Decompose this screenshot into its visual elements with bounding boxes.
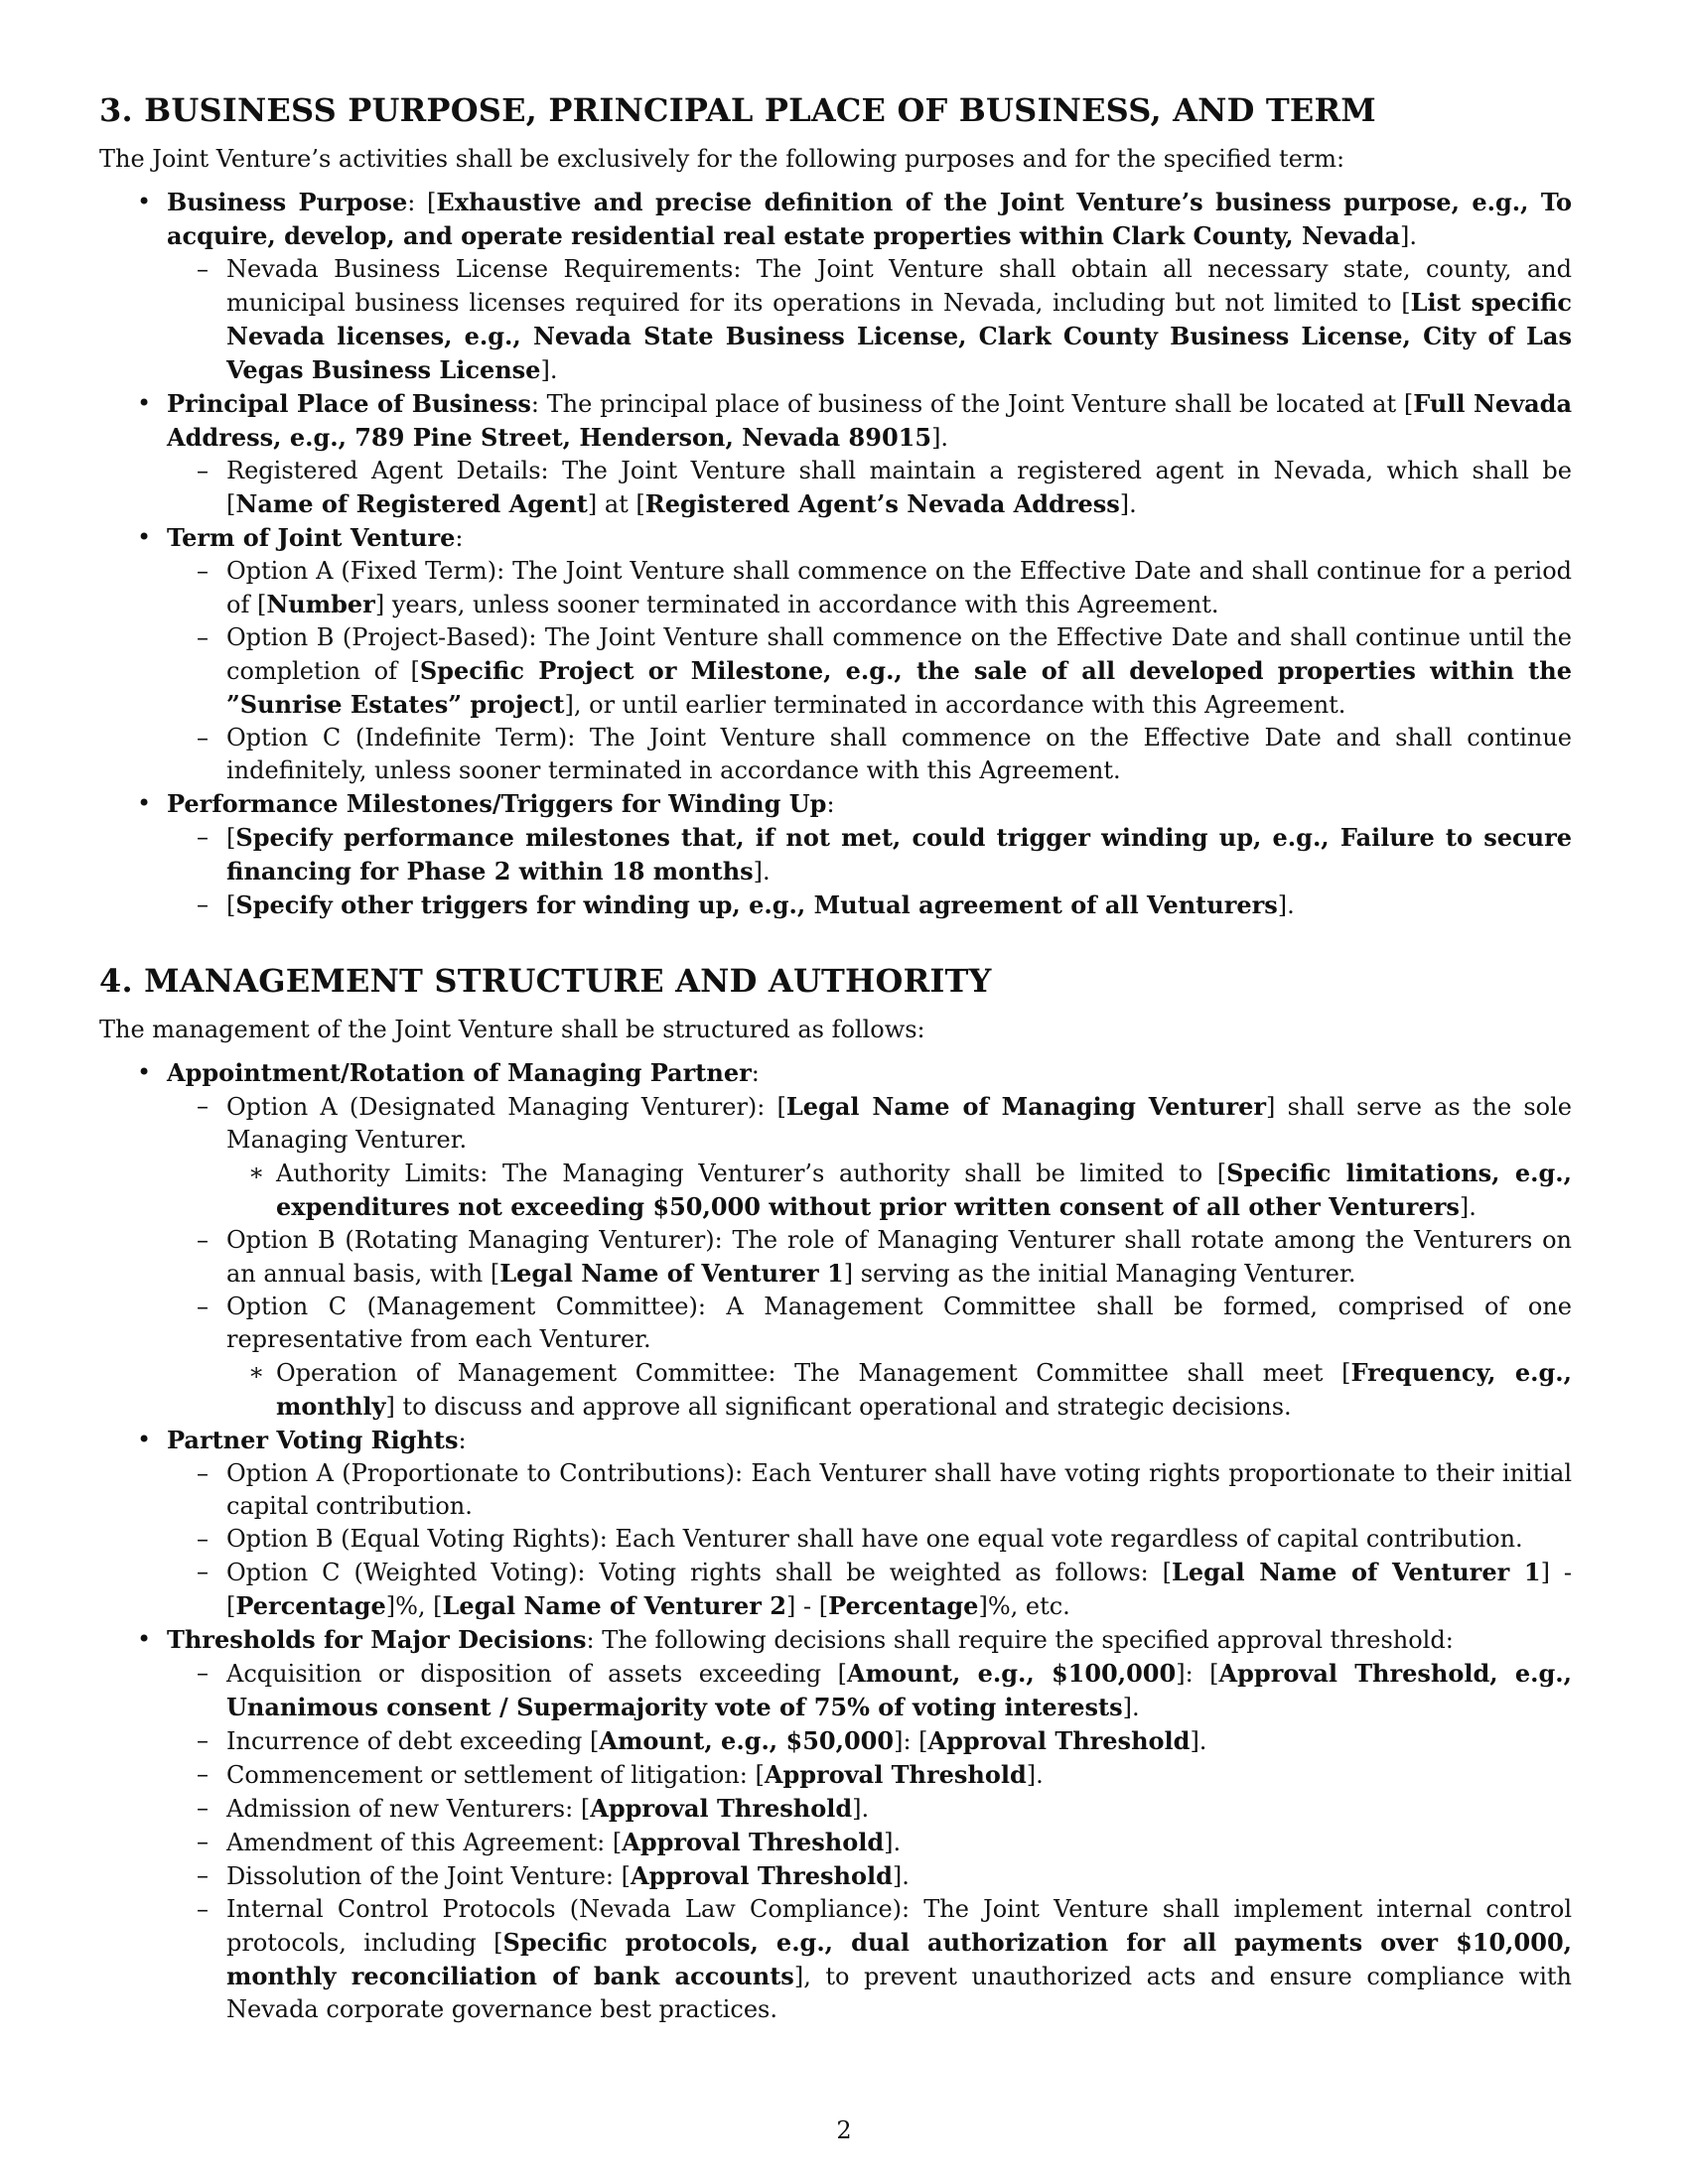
- term-option-b: – Option B (Project-Based): The Joint Venture shall commence on the Effective Date and shall continue until the completion of [Specific Project or Milestone, e.g., the sale of all developed properties within the ”Sunrise Estates” project], or until earlier terminated in accordance with this Agreement.: [226, 621, 1572, 722]
- license-requirements-item: – Nevada Business License Requirements: The Joint Venture shall obtain all necessary state, county, and municipal business licenses required for its operations in Nevada, including but not limited to [List specific Nevada licenses, e.g., Nevada State Business License, Clark County Business License, City of Las Vegas Business License].: [226, 253, 1572, 387]
- term-item: • Term of Joint Venture: – Option A (Fixed Term): The Joint Venture shall commence on the Effective Date and shall continue for a period of [Number] years, unless sooner terminated in accordance with this Agreement. – Option B (Project-Based): The Joint Venture shall commence on the Effective Date and shall continue until the completion of [Specific Project or Milestone, e.g., the sale of all developed properties within the ”Sunrise Estates” project], or until earlier terminated in accordance with this Agreement. – Option C (Indefinite Term): The Joint Venture shall commence on the Effective Date and shall continue indefinitely, unless sooner terminated in accordance with this Agreement.: [167, 521, 1572, 787]
- voting-option-a: – Option A (Proportionate to Contributions): Each Venturer shall have voting rights proportionate to their initial capital contribution.: [226, 1457, 1572, 1523]
- management-option-a: – Option A (Designated Managing Venturer): [Legal Name of Managing Venturer] shall serve as the sole Managing Venturer. ∗ Authority Limits: The Managing Venturer’s authority shall be limited to [Specific limitations, e.g., expenditures not exceeding $50,000 without prior written consent of all other Venturers].: [226, 1090, 1572, 1224]
- performance-milestones-item: • Performance Milestones/Triggers for Winding Up: – [Specify performance milestones that, if not met, could trigger winding up, e.g., Failure to secure financing for Phase 2 within 18 months]. – [Specify other triggers for winding up, e.g., Mutual agreement of all Venturers].: [167, 787, 1572, 922]
- milestone-trigger-1: – [Specify performance milestones that, if not met, could trigger winding up, e.g., Failure to secure financing for Phase 2 within 18 months].: [226, 821, 1572, 888]
- internal-control-protocols: – Internal Control Protocols (Nevada Law Compliance): The Joint Venture shall implement internal control protocols, including [Specific protocols, e.g., dual authorization for all payments over $10,000, monthly reconciliation of bank accounts], to prevent unauthorized acts and ensure compliance with Nevada corporate governance best practices.: [226, 1893, 1572, 2026]
- threshold-litigation: – Commencement or settlement of litigation: [Approval Threshold].: [226, 1758, 1572, 1792]
- management-option-b: – Option B (Rotating Managing Venturer): The role of Managing Venturer shall rotate among the Venturers on an annual basis, with [Legal Name of Venturer 1] serving as the initial Managing Venturer.: [226, 1224, 1572, 1291]
- document-page: [99, 91, 1572, 2026]
- major-decisions-item: • Thresholds for Major Decisions: The following decisions shall require the specified approval threshold: – Acquisition or disposition of assets exceeding [Amount, e.g., $100,000]: [Approval Threshold, e.g., Unanimous consent / Supermajority vote of 75% of voting interests]. – Incurrence of debt exceeding [Amount, e.g., $50,000]: [Approval Threshold]. – Commencement or settlement of litigation: [Approval Threshold]. – Admission of new Venturers: [Approval Threshold]. – Amendment of this Agreement: [Approval Threshold]. – Dissolution of the Joint Venture: [Approval Threshold]. – Internal Control Protocols (Nevada Law Compliance): The Joint Venture shall implement internal control protocols, including [Specific protocols, e.g., dual authorization for all payments over $10,000, monthly reconciliation of bank accounts], to prevent unauthorized acts and ensure compliance with Nevada corporate governance best practices.: [167, 1623, 1572, 2026]
- page-number: 2: [836, 2116, 852, 2144]
- threshold-new-venturers: – Admission of new Venturers: [Approval Threshold].: [226, 1792, 1572, 1826]
- voting-option-c: – Option C (Weighted Voting): Voting rights shall be weighted as follows: [Legal Name of Venturer 1] - [Percentage]%, [Legal Name of Venturer 2] - [Percentage]%, etc.: [226, 1556, 1572, 1623]
- principal-place-item: • Principal Place of Business: The principal place of business of the Joint Venture shall be located at [Full Nevada Address, e.g., 789 Pine Street, Henderson, Nevada 89015]. – Registered Agent Details: The Joint Venture shall maintain a registered agent in Nevada, which shall be [Name of Registered Agent] at [Registered Agent’s Nevada Address].: [167, 387, 1572, 521]
- section-3-heading: 3. BUSINESS PURPOSE, PRINCIPAL PLACE OF BUSINESS, AND TERM: [99, 91, 1376, 129]
- business-purpose-item: • Business Purpose: [Exhaustive and precise definition of the Joint Venture’s business purpose, e.g., To acquire, develop, and operate residential real estate properties within Clark County, Nevada]. – Nevada Business License Requirements: The Joint Venture shall obtain all necessary state, county, and municipal business licenses required for its operations in Nevada, including but not limited to [List specific Nevada licenses, e.g., Nevada State Business License, Clark County Business License, City of Las Vegas Business License].: [167, 186, 1572, 387]
- management-option-c: – Option C (Management Committee): A Management Committee shall be formed, comprised of one representative from each Venturer. ∗ Operation of Management Committee: The Management Committee shall meet [Frequency, e.g., monthly] to discuss and approve all significant operational and strategic decisions.: [226, 1291, 1572, 1424]
- committee-operation-item: ∗ Operation of Management Committee: The Management Committee shall meet [Frequency, e.g., monthly] to discuss and approve all significant operational and strategic decisions.: [276, 1356, 1572, 1424]
- term-option-a: – Option A (Fixed Term): The Joint Venture shall commence on the Effective Date and shall continue for a period of [Number] years, unless sooner terminated in accordance with this Agreement.: [226, 555, 1572, 621]
- voting-option-b: – Option B (Equal Voting Rights): Each Venturer shall have one equal vote regardless of capital contribution.: [226, 1523, 1572, 1556]
- section-3-intro: The Joint Venture’s activities shall be exclusively for the following purposes and for the specified term:: [99, 145, 1345, 173]
- registered-agent-item: – Registered Agent Details: The Joint Venture shall maintain a registered agent in Nevada, which shall be [Name of Registered Agent] at [Registered Agent’s Nevada Address].: [226, 455, 1572, 521]
- threshold-dissolution: – Dissolution of the Joint Venture: [Approval Threshold].: [226, 1859, 1572, 1893]
- section-4-intro: The management of the Joint Venture shall be structured as follows:: [99, 1016, 925, 1043]
- section-4-list: [99, 1056, 1572, 2026]
- managing-partner-item: • Appointment/Rotation of Managing Partner: – Option A (Designated Managing Venturer): [Legal Name of Managing Venturer] shall serve as the sole Managing Venturer. ∗ Authority Limits: The Managing Venturer’s authority shall be limited to [Specific limitations, e.g., expenditures not exceeding $50,000 without prior written consent of all other Venturers]. – Option B (Rotating Managing Venturer): The role of Managing Venturer shall rotate among the Venturers on an annual basis, with [Legal Name of Venturer 1] serving as the initial Managing Venturer. – Option C (Management Committee): A Management Committee shall be formed, comprised of one representative from each Venturer. ∗ Operation of Management Committee: The Management Committee shall meet [Frequency, e.g., monthly] to discuss and approve all significant operational and strategic decisions.: [167, 1056, 1572, 1424]
- authority-limits-item: ∗ Authority Limits: The Managing Venturer’s authority shall be limited to [Specific limitations, e.g., expenditures not exceeding $50,000 without prior written consent of all other Venturers].: [276, 1157, 1572, 1224]
- threshold-assets: – Acquisition or disposition of assets exceeding [Amount, e.g., $100,000]: [Approval Threshold, e.g., Unanimous consent / Supermajority vote of 75% of voting interests].: [226, 1657, 1572, 1724]
- term-option-c: – Option C (Indefinite Term): The Joint Venture shall commence on the Effective Date and shall continue indefinitely, unless sooner terminated in accordance with this Agreement.: [226, 722, 1572, 787]
- threshold-debt: – Incurrence of debt exceeding [Amount, e.g., $50,000]: [Approval Threshold].: [226, 1724, 1572, 1758]
- section-4-heading: 4. MANAGEMENT STRUCTURE AND AUTHORITY: [99, 962, 992, 1000]
- milestone-trigger-2: – [Specify other triggers for winding up, e.g., Mutual agreement of all Venturers].: [226, 888, 1572, 922]
- threshold-amendment: – Amendment of this Agreement: [Approval Threshold].: [226, 1826, 1572, 1859]
- voting-rights-item: • Partner Voting Rights: – Option A (Proportionate to Contributions): Each Venturer shall have voting rights proportionate to their initial capital contribution. – Option B (Equal Voting Rights): Each Venturer shall have one equal vote regardless of capital contribution. – Option C (Weighted Voting): Voting rights shall be weighted as follows: [Legal Name of Venturer 1] - [Percentage]%, [Legal Name of Venturer 2] - [Percentage]%, etc.: [167, 1424, 1572, 1623]
- section-3-list: [99, 186, 1572, 922]
